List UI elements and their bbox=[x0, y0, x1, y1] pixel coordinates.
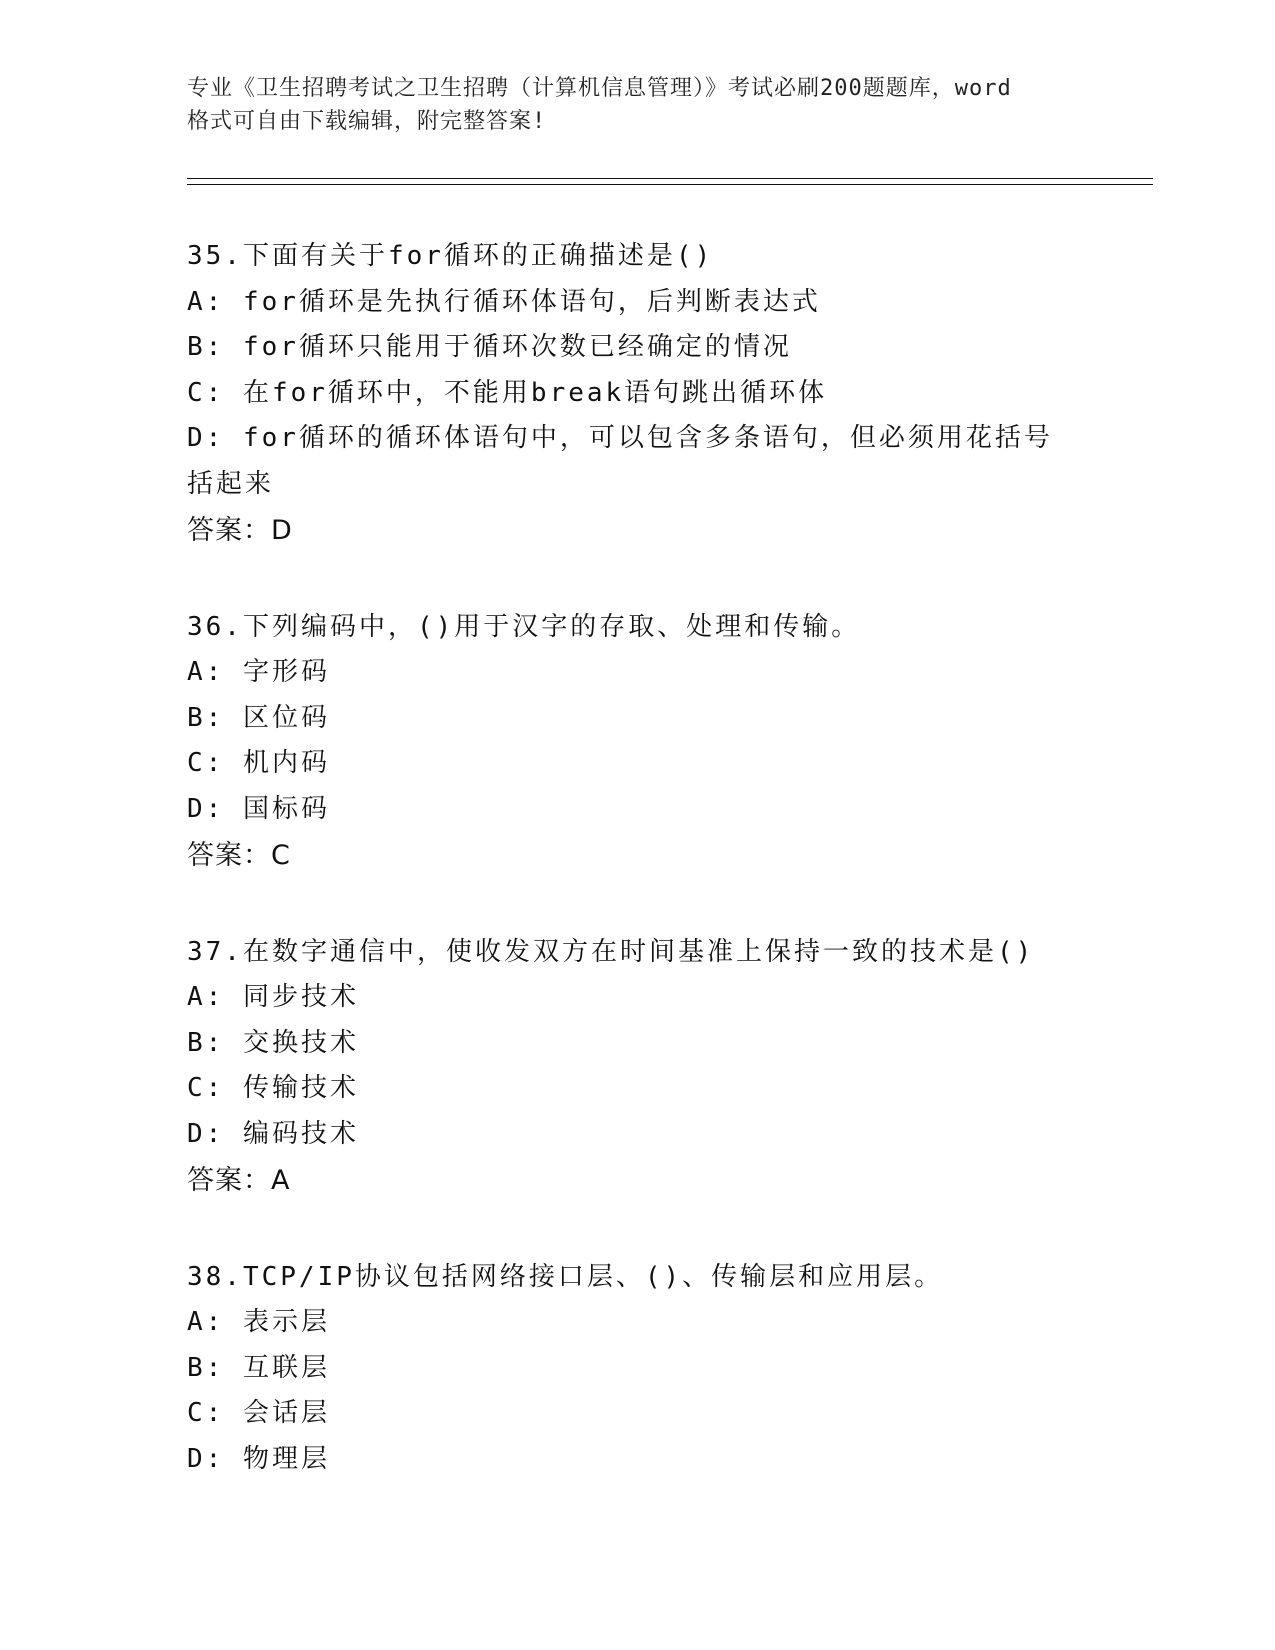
question-stem: 35.下面有关于for循环的正确描述是() bbox=[187, 241, 714, 271]
question-stem: 37.在数字通信中，使收发双方在时间基准上保持一致的技术是() bbox=[187, 936, 1035, 967]
question-38 bbox=[187, 1255, 1067, 1483]
answer-label: 答案：D bbox=[187, 514, 293, 546]
header-divider-top bbox=[187, 178, 1153, 179]
document-header bbox=[187, 72, 1087, 138]
option-d: D: for循环的循环体语句中，可以包含多条语句，但必须用花括号括起来 bbox=[187, 423, 1053, 499]
option-c: C: 会话层 bbox=[187, 1398, 330, 1429]
question-36 bbox=[187, 605, 1067, 879]
option-a: A: for循环是先执行循环体语句，后判断表达式 bbox=[187, 286, 821, 317]
header-line-1: 专业《卫生招聘考试之卫生招聘（计算机信息管理）》考试必刷200题题库，word bbox=[187, 76, 1012, 101]
option-d: D: 编码技术 bbox=[187, 1118, 359, 1149]
option-b: B: 区位码 bbox=[187, 702, 330, 733]
option-c: C: 传输技术 bbox=[187, 1073, 359, 1104]
question-37 bbox=[187, 930, 1067, 1204]
option-d: D: 物理层 bbox=[187, 1443, 330, 1474]
option-c: C: 在for循环中，不能用break语句跳出循环体 bbox=[187, 377, 828, 408]
option-d: D: 国标码 bbox=[187, 793, 330, 824]
question-list bbox=[187, 234, 1067, 1533]
header-divider-bottom bbox=[187, 184, 1153, 185]
option-b: B: 交换技术 bbox=[187, 1027, 359, 1058]
header-line-2: 格式可自由下载编辑，附完整答案! bbox=[187, 109, 547, 134]
question-35 bbox=[187, 234, 1067, 554]
option-a: A: 同步技术 bbox=[187, 982, 359, 1013]
option-c: C: 机内码 bbox=[187, 748, 330, 779]
option-b: B: 互联层 bbox=[187, 1352, 330, 1383]
answer-label: 答案：C bbox=[187, 839, 291, 871]
option-b: B: for循环只能用于循环次数已经确定的情况 bbox=[187, 332, 792, 363]
option-a: A: 表示层 bbox=[187, 1307, 330, 1338]
question-stem: 36.下列编码中，()用于汉字的存取、处理和传输。 bbox=[187, 611, 861, 642]
answer-label: 答案：A bbox=[187, 1164, 291, 1196]
option-a: A: 字形码 bbox=[187, 657, 330, 688]
question-stem: 38.TCP/IP协议包括网络接口层、()、传输层和应用层。 bbox=[187, 1261, 944, 1292]
